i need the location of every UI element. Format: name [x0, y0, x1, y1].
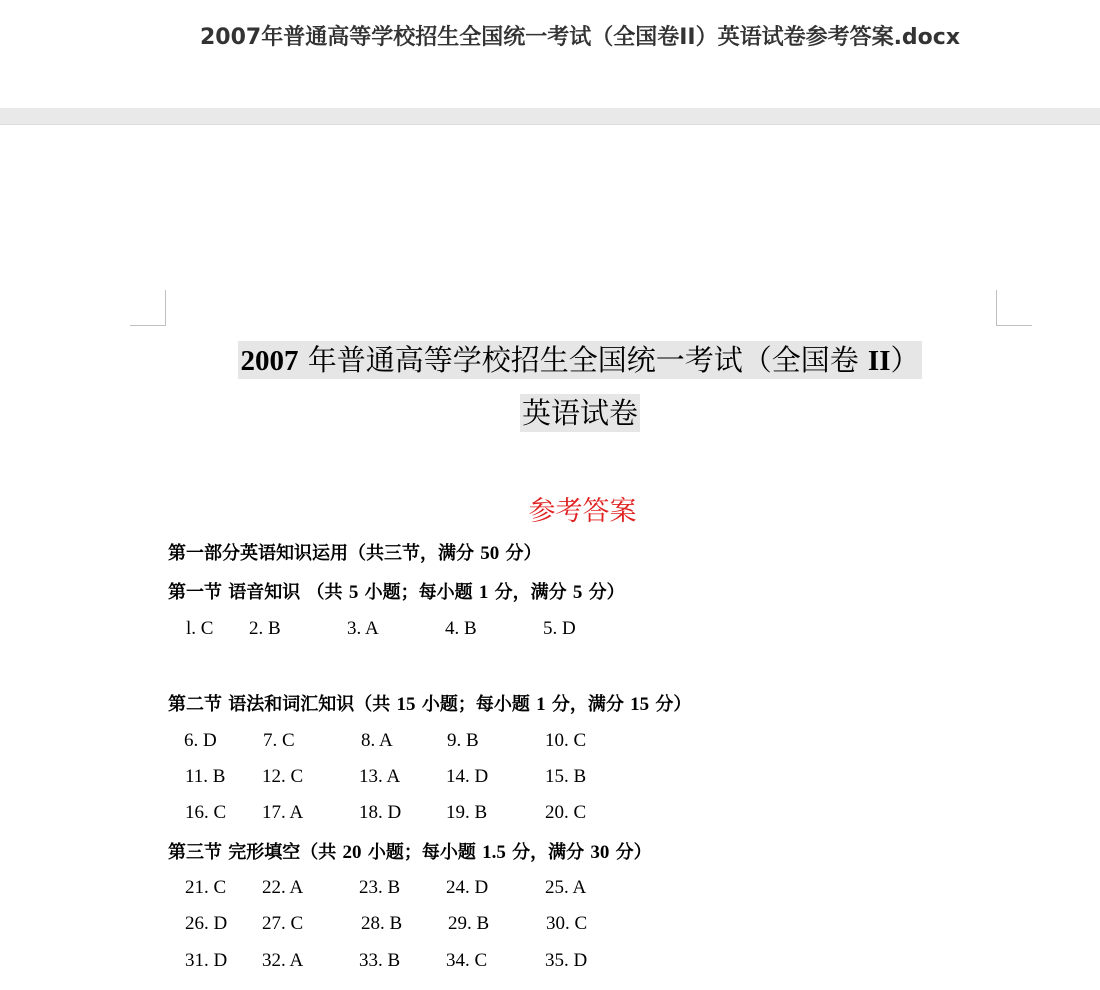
answer-item: 11. B [185, 766, 226, 787]
answer-item: 26. D [185, 913, 228, 934]
section-1-mid1: 小题；每小题 [358, 582, 479, 603]
title-text: 年普通高等学校招生全国统一考试（全国卷 [298, 343, 868, 377]
title-line-2-text: 英语试卷 [521, 396, 638, 430]
section-2-prefix: 第二节 语法和词汇知识（共 [168, 694, 397, 715]
answer-item: 18. D [359, 802, 402, 823]
answer-item: 13. A [359, 766, 401, 787]
section-2-total: 15 [630, 694, 650, 715]
answer-item: 19. B [446, 802, 488, 823]
answer-item: l. C [186, 618, 214, 639]
answer-heading: 参考答案 [528, 496, 637, 527]
section-1-answer-row [0, 618, 1100, 642]
answer-item: 31. D [185, 950, 228, 971]
answer-item: 9. B [447, 730, 479, 751]
section-1-count: 5 [348, 582, 359, 603]
section-2-answer-row [0, 766, 1100, 790]
answer-item: 20. C [545, 802, 587, 823]
section-3-heading [168, 838, 652, 864]
section-3-mid2: 分，满分 [505, 842, 591, 863]
section-1-total: 5 [572, 582, 583, 603]
section-2-answer-row [0, 730, 1100, 754]
section-1-mid2: 分，满分 [488, 582, 573, 603]
section-3-each: 1.5 [482, 842, 506, 863]
part-1-heading-suffix: 分） [499, 543, 542, 564]
answer-item: 3. A [347, 618, 379, 639]
margin-corner-top-right [996, 290, 1032, 326]
section-1-suffix: 分） [582, 582, 625, 603]
answer-item: 7. C [263, 730, 295, 751]
section-2-mid1: 小题；每小题 [415, 694, 537, 715]
answer-item: 10. C [545, 730, 587, 751]
answer-item: 15. B [545, 766, 587, 787]
section-3-total: 30 [590, 842, 610, 863]
section-3-answer-row [0, 877, 1100, 901]
part-1-heading-prefix: 第一部分英语知识运用（共三节，满分 [168, 543, 481, 564]
section-3-mid1: 小题；每小题 [361, 842, 483, 863]
section-1-each: 1 [478, 582, 489, 603]
document-title-line-1 [0, 338, 1100, 379]
file-title: 2007年普通高等学校招生全国统一考试（全国卷II）英语试卷参考答案.docx [199, 25, 961, 50]
answer-item: 30. C [546, 913, 588, 934]
toolbar-separator [0, 108, 1100, 125]
answer-item: 28. B [361, 913, 403, 934]
answer-item: 24. D [446, 877, 489, 898]
title-volume: II [867, 345, 891, 377]
answer-item: 25. A [545, 877, 587, 898]
answer-item: 33. B [359, 950, 401, 971]
section-3-answer-row [0, 913, 1100, 937]
answer-item: 32. A [262, 950, 304, 971]
answer-item: 27. C [262, 913, 304, 934]
section-2-answer-row [0, 802, 1100, 826]
answer-item: 14. D [446, 766, 489, 787]
answer-item: 34. C [446, 950, 488, 971]
answer-item: 35. D [545, 950, 588, 971]
answer-item: 6. D [184, 730, 217, 751]
section-2-mid2: 分，满分 [545, 694, 631, 715]
answer-item: 21. C [185, 877, 227, 898]
answer-item: 4. B [445, 618, 477, 639]
section-2-heading [168, 690, 691, 716]
section-2-suffix: 分） [649, 694, 692, 715]
section-1-heading [168, 578, 625, 604]
part-1-score: 50 [480, 543, 500, 564]
answer-item: 2. B [249, 618, 281, 639]
section-3-answer-row [0, 950, 1100, 974]
title-bar [0, 0, 1100, 108]
section-2-count: 15 [396, 694, 416, 715]
answer-item: 12. C [262, 766, 304, 787]
answer-item: 23. B [359, 877, 401, 898]
margin-corner-top-left [130, 290, 166, 326]
document-page [0, 125, 1100, 990]
section-3-count: 20 [342, 842, 362, 863]
section-3-prefix: 第三节 完形填空（共 [168, 842, 343, 863]
answer-item: 16. C [185, 802, 227, 823]
answer-item: 22. A [262, 877, 304, 898]
section-1-prefix: 第一节 语音知识 （共 [168, 582, 349, 603]
section-3-suffix: 分） [609, 842, 652, 863]
section-2-each: 1 [536, 694, 546, 715]
part-1-heading [168, 539, 542, 565]
title-close: ） [890, 343, 920, 377]
answer-item: 29. B [448, 913, 490, 934]
answer-item: 8. A [361, 730, 393, 751]
document-title-line-2 [0, 391, 1100, 432]
answer-item: 17. A [262, 802, 304, 823]
title-year: 2007 [240, 345, 299, 377]
answer-item: 5. D [543, 618, 576, 639]
